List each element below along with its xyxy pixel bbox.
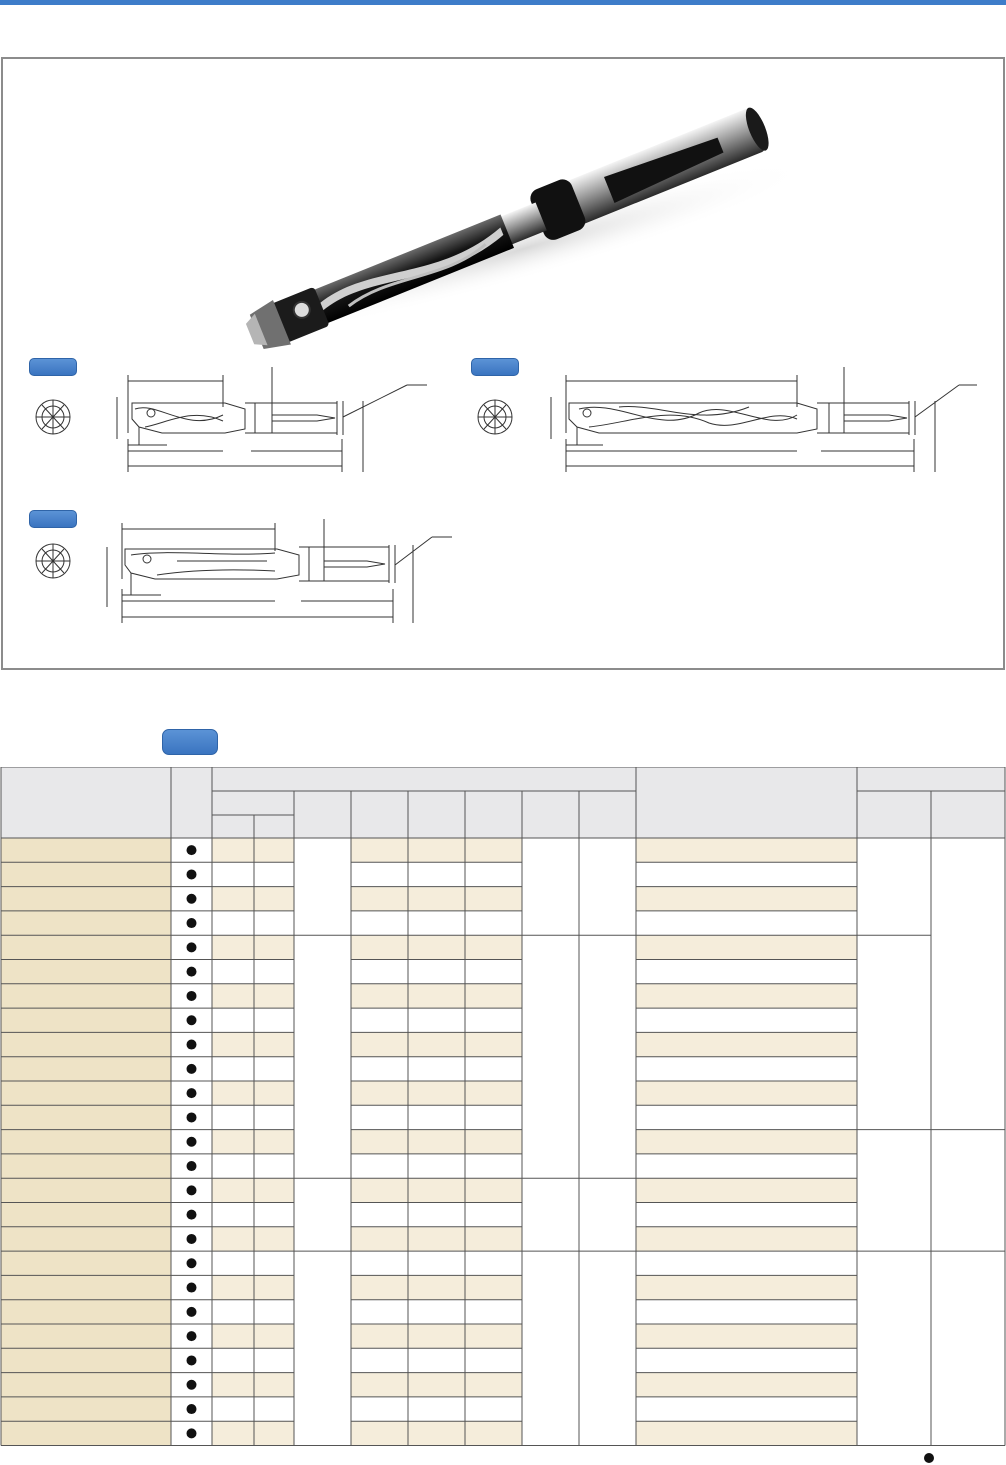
- table-row-tint: [408, 935, 465, 959]
- table-row-tint: [465, 935, 522, 959]
- table-row-tint: [636, 1178, 857, 1202]
- table-row-tint: [465, 1421, 522, 1445]
- table-row-tint: [408, 1032, 465, 1056]
- table-row-tint: [351, 1032, 408, 1056]
- table-row-tint: [254, 1373, 294, 1397]
- stock-marker: [187, 1355, 197, 1365]
- table-row-label-cell: [1, 984, 171, 1008]
- table-row-label-cell: [1, 1397, 171, 1421]
- table-row-label-cell: [1, 1057, 171, 1081]
- table-row-tint: [465, 1130, 522, 1154]
- table-row-tint: [636, 1227, 857, 1251]
- stock-marker: [187, 967, 197, 977]
- table-row-tint: [212, 1130, 254, 1154]
- stock-marker: [187, 1015, 197, 1025]
- drawing-type-a: [27, 357, 447, 477]
- table-row-tint: [212, 1421, 254, 1445]
- stock-marker: [187, 1283, 197, 1293]
- table-row-tint: [465, 1324, 522, 1348]
- table-row-tint: [254, 1032, 294, 1056]
- table-row-tint: [465, 1081, 522, 1105]
- table-row-tint: [212, 1324, 254, 1348]
- table-row-tint: [212, 1032, 254, 1056]
- table-row-tint: [212, 1227, 254, 1251]
- table-row-tint: [254, 1421, 294, 1445]
- stock-marker: [187, 1040, 197, 1050]
- table-row-tint: [408, 1130, 465, 1154]
- table-row-tint: [636, 887, 857, 911]
- table-row-tint: [636, 935, 857, 959]
- table-row-tint: [636, 984, 857, 1008]
- table-row-tint: [408, 1275, 465, 1299]
- stock-marker: [187, 1404, 197, 1414]
- table-row-tint: [212, 1178, 254, 1202]
- table-row-label-cell: [1, 1300, 171, 1324]
- stock-marker: [187, 1088, 197, 1098]
- table-row-label-cell: [1, 911, 171, 935]
- stock-marker: [187, 1210, 197, 1220]
- table-row-label-cell: [1, 1373, 171, 1397]
- table-row-label-cell: [1, 1105, 171, 1129]
- drill-product-photo: [3, 59, 1003, 359]
- table-row-tint: [254, 838, 294, 862]
- table-row-tint: [351, 935, 408, 959]
- table-row-tint: [254, 1081, 294, 1105]
- stock-marker: [187, 1234, 197, 1244]
- table-row-tint: [212, 1373, 254, 1397]
- table-row-tint: [465, 1227, 522, 1251]
- table-row-tint: [408, 1421, 465, 1445]
- table-row-label-cell: [1, 1008, 171, 1032]
- table-row-tint: [636, 1081, 857, 1105]
- table-row-tint: [351, 1227, 408, 1251]
- stock-marker: [187, 869, 197, 879]
- stock-marker: [187, 991, 197, 1001]
- stock-marker: [187, 1331, 197, 1341]
- table-row-tint: [636, 1032, 857, 1056]
- table-row-tint: [636, 1373, 857, 1397]
- stock-marker: [187, 1185, 197, 1195]
- table-row-label-cell: [1, 1178, 171, 1202]
- table-row-tint: [351, 1081, 408, 1105]
- table-row-label-cell: [1, 1130, 171, 1154]
- table-header: [1, 767, 1005, 838]
- table-row-tint: [408, 887, 465, 911]
- table-row-tint: [465, 1373, 522, 1397]
- stock-legend-marker: [924, 1453, 934, 1463]
- table-row-label-cell: [1, 960, 171, 984]
- table-row-label-cell: [1, 1348, 171, 1372]
- stock-marker: [187, 1428, 197, 1438]
- table-row-tint: [351, 1373, 408, 1397]
- table-row-label-cell: [1, 887, 171, 911]
- table-row-label-cell: [1, 862, 171, 886]
- table-row-tint: [636, 1130, 857, 1154]
- table-row-tint: [408, 1227, 465, 1251]
- table-row-label-cell: [1, 1227, 171, 1251]
- table-tag: [162, 729, 218, 755]
- table-row-tint: [408, 1373, 465, 1397]
- table-row-tint: [408, 984, 465, 1008]
- stock-marker: [187, 1064, 197, 1074]
- table-row-label-cell: [1, 1251, 171, 1275]
- stock-marker: [187, 1161, 197, 1171]
- table-row-tint: [636, 838, 857, 862]
- table-row-tint: [351, 838, 408, 862]
- table-row-tint: [254, 984, 294, 1008]
- table-row-label-cell: [1, 1203, 171, 1227]
- stock-marker: [187, 1137, 197, 1147]
- table-row-tint: [351, 984, 408, 1008]
- table-row-tint: [465, 838, 522, 862]
- top-accent-bar: [0, 0, 1006, 5]
- table-row-tint: [351, 1324, 408, 1348]
- table-row-label-cell: [1, 1081, 171, 1105]
- table-row-tint: [212, 1275, 254, 1299]
- stock-marker: [187, 1307, 197, 1317]
- table-row-tint: [351, 1275, 408, 1299]
- table-row-label-cell: [1, 1421, 171, 1445]
- table-row-tint: [408, 1081, 465, 1105]
- table-row-tint: [351, 1130, 408, 1154]
- stock-marker: [187, 1258, 197, 1268]
- table-row-tint: [465, 984, 522, 1008]
- table-row-tint: [254, 1130, 294, 1154]
- table-row-tint: [408, 838, 465, 862]
- table-row-tint: [351, 887, 408, 911]
- table-row-tint: [212, 887, 254, 911]
- table-row-tint: [465, 1275, 522, 1299]
- spec-table: [0, 767, 1006, 1447]
- table-row-tint: [254, 1178, 294, 1202]
- table-row-label-cell: [1, 838, 171, 862]
- table-row-label-cell: [1, 1324, 171, 1348]
- table-row-tint: [351, 1178, 408, 1202]
- table-row-label-cell: [1, 935, 171, 959]
- table-row-label-cell: [1, 1275, 171, 1299]
- table-row-tint: [408, 1178, 465, 1202]
- table-row-tint: [465, 1178, 522, 1202]
- table-row-tint: [254, 1324, 294, 1348]
- product-overview-frame: [1, 57, 1005, 670]
- table-row-tint: [408, 1324, 465, 1348]
- table-row-tint: [351, 1421, 408, 1445]
- table-row-tint: [212, 838, 254, 862]
- table-row-tint: [636, 1421, 857, 1445]
- drawing-type-b: [469, 357, 989, 477]
- stock-marker: [187, 918, 197, 928]
- table-row-tint: [212, 935, 254, 959]
- table-row-tint: [636, 1324, 857, 1348]
- table-row-tint: [254, 1275, 294, 1299]
- stock-marker: [187, 1112, 197, 1122]
- stock-marker: [187, 845, 197, 855]
- table-row-label-cell: [1, 1154, 171, 1178]
- table-row-tint: [212, 984, 254, 1008]
- table-row-label-cell: [1, 1032, 171, 1056]
- stock-marker: [187, 1380, 197, 1390]
- stock-marker: [187, 894, 197, 904]
- table-row-tint: [636, 1275, 857, 1299]
- table-row-tint: [254, 1227, 294, 1251]
- table-row-tint: [465, 1032, 522, 1056]
- stock-marker: [187, 942, 197, 952]
- table-row-tint: [465, 887, 522, 911]
- table-row-tint: [254, 935, 294, 959]
- drawing-type-c: [27, 509, 467, 629]
- table-row-tint: [254, 887, 294, 911]
- table-row-tint: [212, 1081, 254, 1105]
